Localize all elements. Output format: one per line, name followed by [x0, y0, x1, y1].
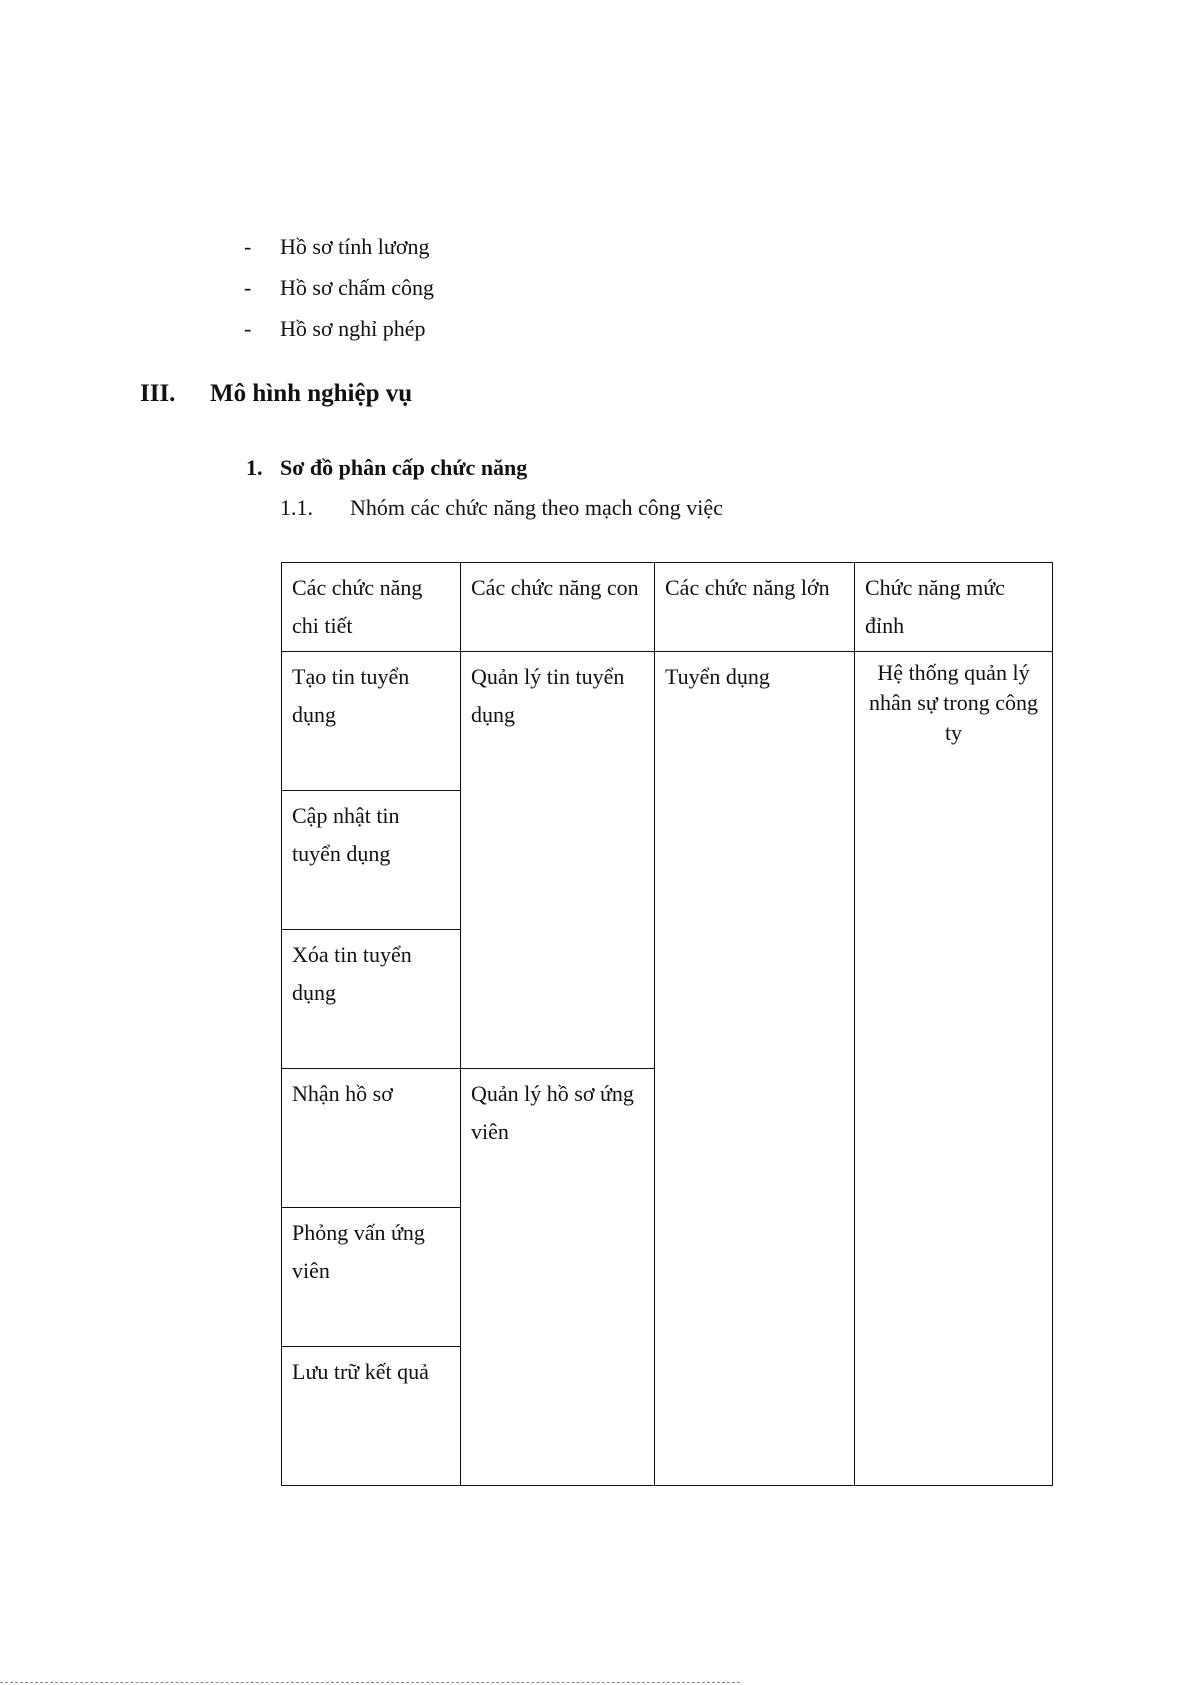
section-title: Mô hình nghiệp vụ [210, 380, 413, 407]
bullet-dash: - [244, 275, 252, 300]
bullet-dash: - [244, 316, 252, 341]
section-number: III. [140, 380, 176, 407]
detail-cell: Xóa tin tuyển dụng [282, 930, 461, 1069]
list-item-text: Hồ sơ chấm công [280, 275, 434, 300]
detail-cell: Phỏng vấn ứng viên [282, 1208, 461, 1347]
bullet-dash: - [244, 234, 252, 259]
sub-function-cell: Quản lý hồ sơ ứng viên [461, 1069, 655, 1486]
list-item [244, 267, 434, 308]
header-detail: Các chức năng chi tiết [282, 563, 461, 652]
subsection-heading [246, 452, 527, 484]
table-row [282, 652, 1053, 791]
detail-cell: Tạo tin tuyển dụng [282, 652, 461, 791]
sub-function-cell: Quản lý tin tuyển dụng [461, 652, 655, 1069]
subsubsection-heading [280, 492, 723, 524]
subsection-number: 1. [246, 455, 263, 480]
function-hierarchy-table [281, 562, 1053, 1486]
bullet-list [244, 226, 434, 349]
header-major: Các chức năng lớn [655, 563, 855, 652]
detail-cell: Nhận hồ sơ [282, 1069, 461, 1208]
list-item [244, 308, 434, 349]
table-header-row [282, 563, 1053, 652]
major-function-cell: Tuyển dụng [655, 652, 855, 1486]
section-heading [140, 376, 412, 412]
detail-cell: Cập nhật tin tuyển dụng [282, 791, 461, 930]
subsection-title: Sơ đồ phân cấp chức năng [280, 455, 528, 480]
list-item-text: Hồ sơ tính lương [280, 234, 430, 259]
page-bottom-rule [0, 1682, 740, 1683]
detail-cell: Lưu trữ kết quả [282, 1347, 461, 1486]
subsubsection-title: Nhóm các chức năng theo mạch công việc [350, 495, 723, 520]
list-item [244, 226, 434, 267]
list-item-text: Hồ sơ nghỉ phép [280, 316, 426, 341]
header-sub: Các chức năng con [461, 563, 655, 652]
top-function-cell: Hệ thống quản lý nhân sự trong công ty [855, 652, 1053, 1486]
subsubsection-number: 1.1. [280, 495, 313, 520]
header-top: Chức năng mức đỉnh [855, 563, 1053, 652]
